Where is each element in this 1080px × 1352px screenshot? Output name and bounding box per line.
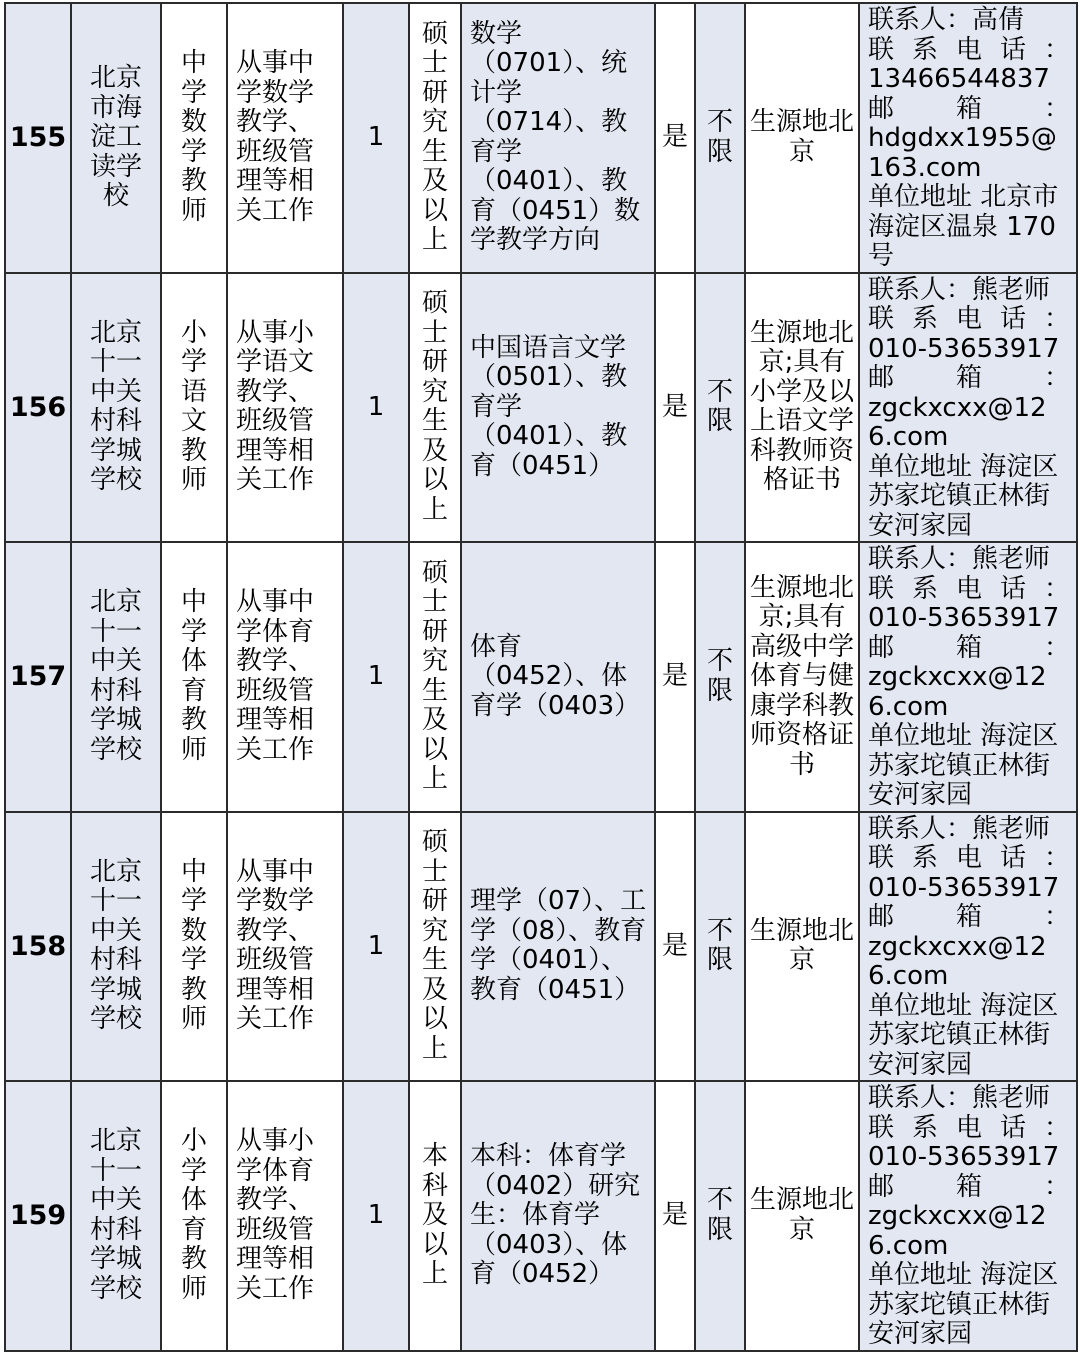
post-duty: 从事中学数学教学、班级管理等相关工作 (227, 812, 343, 1082)
party-req: 是 (655, 1081, 695, 1351)
contact-person: 联系人：熊老师 (868, 544, 1051, 574)
age-req: 不限 (695, 812, 745, 1082)
education-req: 硕士研究生及以上 (409, 812, 461, 1082)
unit-name: 北京十一中关村科学城学校 (71, 1081, 161, 1351)
contact-email-label: 邮箱： (868, 1171, 1070, 1202)
contact-phone-label: 联系电话： (868, 304, 1070, 334)
unit-name: 北京市海淀工读学校 (71, 3, 161, 273)
major-req: 中国语言文学（0501）、教育学（0401）、教育（0451） (461, 273, 655, 543)
contact-phone: 010-53653917 (868, 1142, 1060, 1172)
contact-email-label: 邮箱： (868, 363, 1070, 393)
party-req: 是 (655, 812, 695, 1082)
contact-person: 联系人：高倩 (868, 5, 1025, 35)
unit-name: 北京十一中关村科学城学校 (71, 812, 161, 1082)
contact-phone: 010-53653917 (868, 872, 1060, 903)
other-req: 生源地北京;具有高级中学体育与健康学科教师资格证书 (745, 542, 859, 812)
hire-count: 1 (343, 1081, 409, 1351)
major-req: 本科：体育学（0402）研究生：体育学（0403）、体育（0452） (461, 1081, 655, 1351)
post-duty: 从事小学语文教学、班级管理等相关工作 (227, 273, 343, 543)
age-req: 不限 (695, 3, 745, 273)
post-name: 中学数学教师 (161, 812, 227, 1082)
contact-email: zgckxcxx@126.com (868, 662, 1047, 722)
other-req: 生源地北京 (745, 812, 859, 1082)
job-table (4, 2, 1078, 1352)
post-name: 中学体育教师 (161, 542, 227, 812)
age-req: 不限 (695, 273, 745, 543)
major-req: 体育（0452）、体育学（0403） (461, 542, 655, 812)
post-name: 小学体育教师 (161, 1081, 227, 1351)
table-row (5, 542, 1077, 812)
age-req: 不限 (695, 542, 745, 812)
contact-email-label: 邮箱： (868, 93, 1070, 124)
contact-info (859, 3, 1077, 273)
contact-info (859, 273, 1077, 543)
table-row (5, 273, 1077, 543)
contact-email: hdgdxx1955@163.com (868, 123, 1057, 183)
party-req: 是 (655, 542, 695, 812)
age-req: 不限 (695, 1081, 745, 1351)
contact-address: 单位地址 海淀区苏家坨镇正林街安河家园 (868, 990, 1059, 1080)
contact-phone: 010-53653917 (868, 603, 1060, 633)
contact-phone-label: 联系电话： (868, 1112, 1070, 1143)
other-req: 生源地北京 (745, 1081, 859, 1351)
other-req: 生源地北京 (745, 3, 859, 273)
education-req: 硕士研究生及以上 (409, 273, 461, 543)
contact-phone-label: 联系电话： (868, 573, 1070, 604)
hire-count: 1 (343, 273, 409, 543)
unit-name: 北京十一中关村科学城学校 (71, 542, 161, 812)
party-req: 是 (655, 273, 695, 543)
hire-count: 1 (343, 812, 409, 1082)
contact-phone: 13466544837 (868, 64, 1050, 94)
contact-info (859, 542, 1077, 812)
contact-address: 单位地址 北京市海淀区温泉 170号 (868, 182, 1059, 271)
row-number: 157 (5, 542, 71, 812)
other-req: 生源地北京;具有小学及以上语文学科教师资格证书 (745, 273, 859, 543)
contact-email: zgckxcxx@126.com (868, 392, 1047, 452)
contact-person: 联系人：熊老师 (868, 813, 1051, 844)
contact-email-label: 邮箱： (868, 902, 1070, 932)
education-req: 硕士研究生及以上 (409, 542, 461, 812)
table-row (5, 1081, 1077, 1351)
contact-phone-label: 联系电话： (868, 843, 1070, 873)
contact-address: 单位地址 海淀区苏家坨镇正林街安河家园 (868, 1260, 1059, 1349)
table-row (5, 3, 1077, 273)
contact-email: zgckxcxx@126.com (868, 931, 1047, 991)
unit-name: 北京十一中关村科学城学校 (71, 273, 161, 543)
education-req: 本科及以上 (409, 1081, 461, 1351)
row-number: 155 (5, 3, 71, 273)
contact-address: 单位地址 海淀区苏家坨镇正林街安河家园 (868, 451, 1059, 541)
row-number: 156 (5, 273, 71, 543)
contact-address: 单位地址 海淀区苏家坨镇正林街安河家园 (868, 721, 1059, 810)
major-req: 数学（0701）、统计学（0714）、教育学（0401）、教育（0451）数学教学方向 (461, 3, 655, 273)
contact-email-label: 邮箱： (868, 632, 1070, 663)
table-row (5, 812, 1077, 1082)
contact-person: 联系人：熊老师 (868, 274, 1051, 305)
post-duty: 从事中学数学教学、班级管理等相关工作 (227, 3, 343, 273)
party-req: 是 (655, 3, 695, 273)
major-req: 理学（07）、工学（08）、教育学（0401）、教育（0451） (461, 812, 655, 1082)
hire-count: 1 (343, 542, 409, 812)
post-name: 中学数学教师 (161, 3, 227, 273)
row-number: 159 (5, 1081, 71, 1351)
row-number: 158 (5, 812, 71, 1082)
contact-info (859, 812, 1077, 1082)
education-req: 硕士研究生及以上 (409, 3, 461, 273)
contact-phone-label: 联系电话： (868, 34, 1070, 65)
contact-phone: 010-53653917 (868, 333, 1060, 364)
post-name: 小学语文教师 (161, 273, 227, 543)
contact-info (859, 1081, 1077, 1351)
post-duty: 从事小学体育教学、班级管理等相关工作 (227, 1081, 343, 1351)
hire-count: 1 (343, 3, 409, 273)
contact-email: zgckxcxx@126.com (868, 1201, 1047, 1261)
contact-person: 联系人：熊老师 (868, 1083, 1051, 1113)
post-duty: 从事中学体育教学、班级管理等相关工作 (227, 542, 343, 812)
